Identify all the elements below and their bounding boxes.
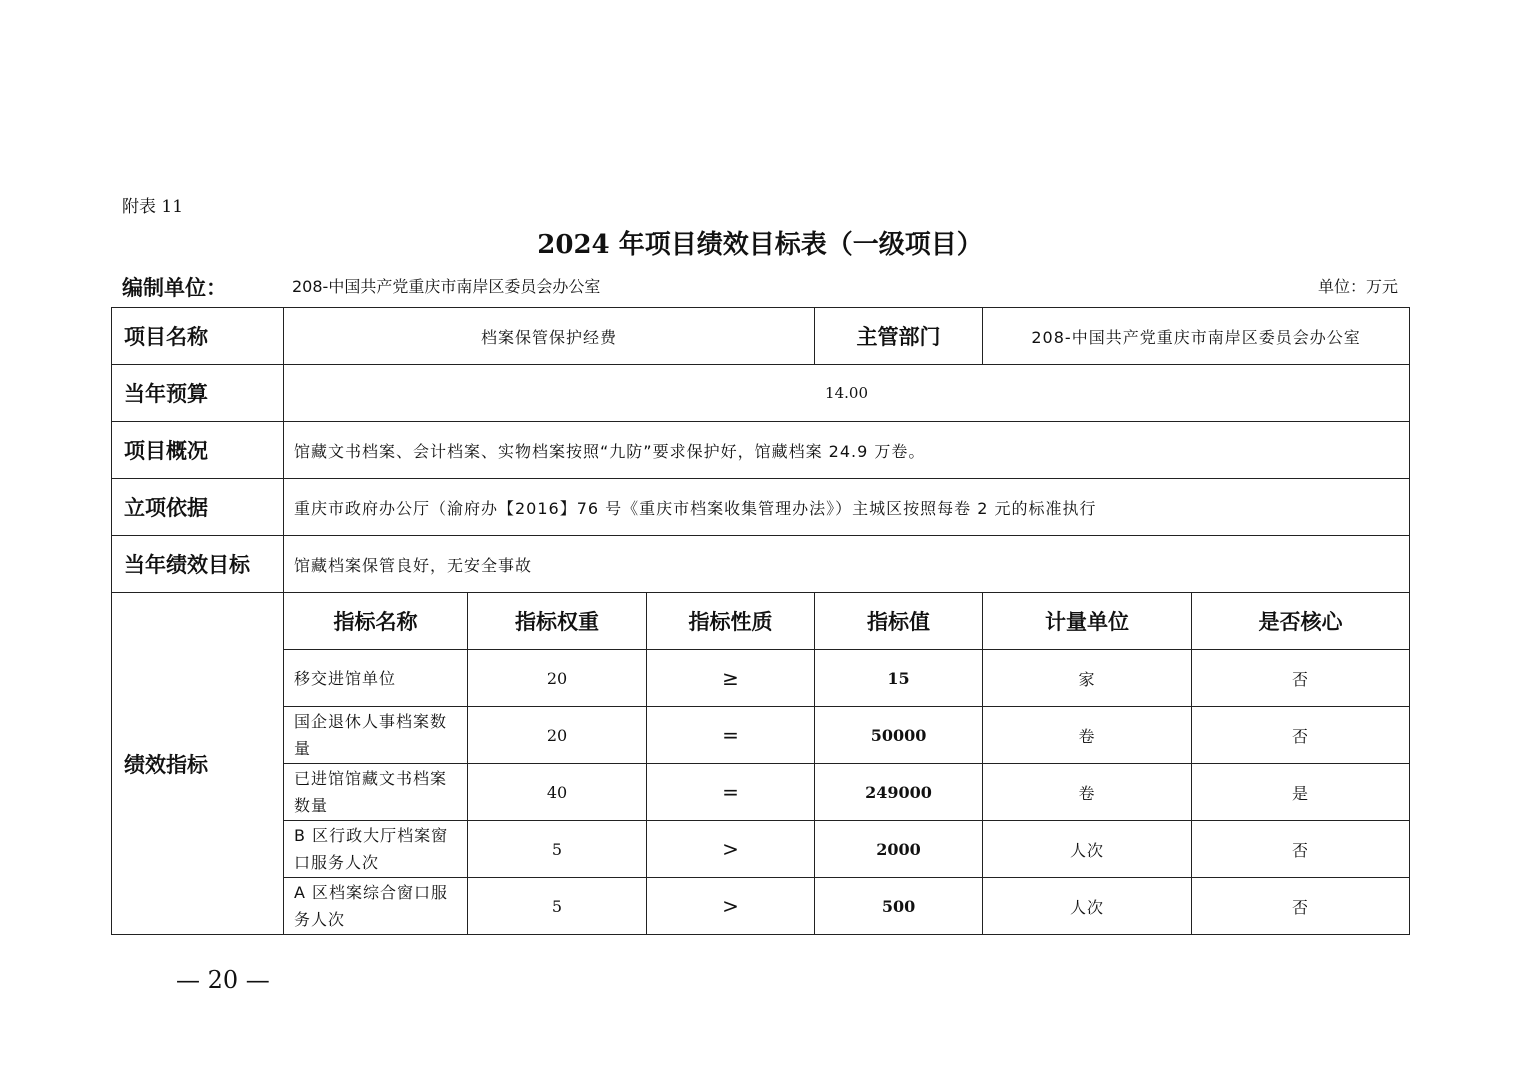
col-header-unit: 计量单位 (983, 593, 1192, 650)
indicator-row (112, 764, 1410, 821)
overview-label: 项目概况 (112, 422, 284, 479)
indicator-nature: > (647, 821, 815, 878)
indicator-core: 否 (1192, 878, 1410, 935)
dept-label: 主管部门 (815, 308, 983, 365)
indicator-unit: 家 (983, 650, 1192, 707)
col-header-nature: 指标性质 (647, 593, 815, 650)
indicator-value: 2000 (815, 821, 983, 878)
project-name-value: 档案保管保护经费 (284, 308, 815, 365)
currency-unit: 单位：万元 (1317, 277, 1398, 296)
project-name-label: 项目名称 (112, 308, 284, 365)
indicator-core: 否 (1192, 707, 1410, 764)
indicator-unit: 人次 (983, 878, 1192, 935)
indicator-value: 249000 (815, 764, 983, 821)
indicator-weight: 20 (468, 707, 647, 764)
table-row (112, 308, 1410, 365)
overview-value: 馆藏文书档案、会计档案、实物档案按照“九防”要求保护好，馆藏档案 24.9 万卷。 (284, 422, 1410, 479)
budget-value: 14.00 (284, 365, 1410, 422)
col-header-value: 指标值 (815, 593, 983, 650)
goal-label: 当年绩效目标 (112, 536, 284, 593)
indicator-row (112, 878, 1410, 935)
indicator-value: 50000 (815, 707, 983, 764)
indicator-weight: 40 (468, 764, 647, 821)
indicator-nature: = (647, 764, 815, 821)
indicator-name: 国企退休人事档案数量 (284, 707, 468, 764)
indicator-core: 否 (1192, 650, 1410, 707)
indicator-nature: = (647, 707, 815, 764)
budget-label: 当年预算 (112, 365, 284, 422)
indicator-nature: > (647, 878, 815, 935)
goal-value: 馆藏档案保管良好，无安全事故 (284, 536, 1410, 593)
indicator-core: 否 (1192, 821, 1410, 878)
performance-target-table (111, 307, 1410, 935)
indicator-value: 500 (815, 878, 983, 935)
table-row (112, 536, 1410, 593)
indicators-section-label: 绩效指标 (112, 593, 284, 935)
col-header-core: 是否核心 (1192, 593, 1410, 650)
prepared-by-label: 编制单位： (122, 275, 227, 300)
indicator-unit: 卷 (983, 707, 1192, 764)
indicator-name: B 区行政大厅档案窗口服务人次 (284, 821, 468, 878)
table-row (112, 422, 1410, 479)
basis-label: 立项依据 (112, 479, 284, 536)
indicator-weight: 20 (468, 650, 647, 707)
indicator-unit: 卷 (983, 764, 1192, 821)
dept-value: 208-中国共产党重庆市南岸区委员会办公室 (983, 308, 1410, 365)
indicator-row (112, 650, 1410, 707)
table-row (112, 365, 1410, 422)
indicator-row (112, 707, 1410, 764)
indicator-name: A 区档案综合窗口服务人次 (284, 878, 468, 935)
indicator-value: 15 (815, 650, 983, 707)
page-number: — 20 — (176, 966, 270, 994)
page-title: 2024 年项目绩效目标表（一级项目） (537, 230, 983, 260)
indicator-nature: ≥ (647, 650, 815, 707)
table-row (112, 479, 1410, 536)
indicator-weight: 5 (468, 878, 647, 935)
appendix-label: 附表 11 (122, 197, 184, 217)
col-header-weight: 指标权重 (468, 593, 647, 650)
table-header-row (112, 593, 1410, 650)
prepared-by-value: 208-中国共产党重庆市南岸区委员会办公室 (292, 277, 601, 296)
indicator-core: 是 (1192, 764, 1410, 821)
indicator-unit: 人次 (983, 821, 1192, 878)
indicator-name: 移交进馆单位 (284, 650, 468, 707)
indicator-weight: 5 (468, 821, 647, 878)
col-header-name: 指标名称 (284, 593, 468, 650)
indicator-row (112, 821, 1410, 878)
basis-value: 重庆市政府办公厅（渝府办【2016】76 号《重庆市档案收集管理办法》）主城区按照每卷 2 元的标准执行 (284, 479, 1410, 536)
indicator-name: 已进馆馆藏文书档案数量 (284, 764, 468, 821)
